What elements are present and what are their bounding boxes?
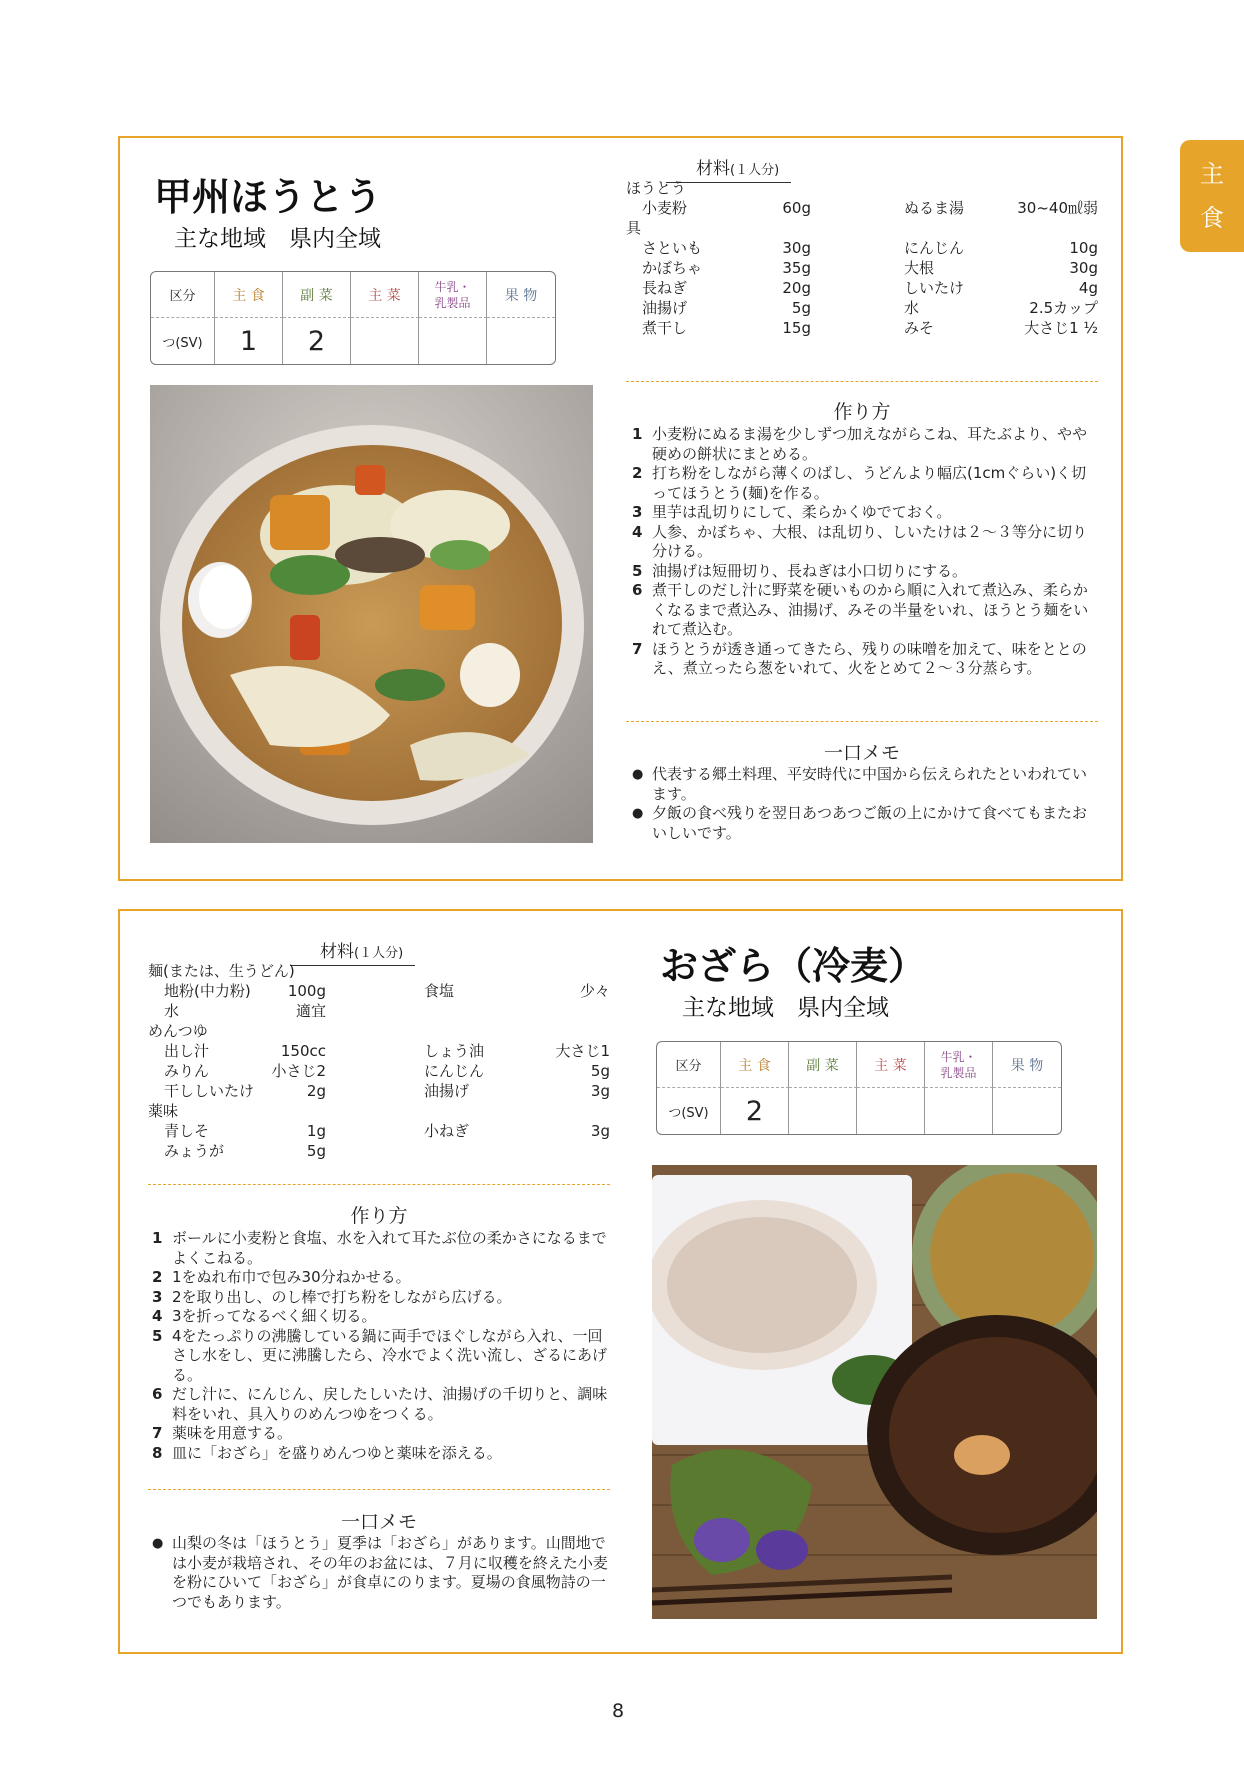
step-number: 3 — [632, 503, 643, 521]
sv-value-main — [351, 318, 419, 364]
ingredient-name: 出し汁 — [164, 1042, 210, 1060]
ingredient-amount: 3g — [590, 1082, 610, 1100]
step-number: 5 — [152, 1326, 163, 1345]
step-number: 1 — [632, 425, 643, 443]
ingredient-name: ほうとう — [626, 179, 687, 197]
step-number: 5 — [632, 561, 643, 580]
ingredient-row — [626, 218, 811, 238]
ingredient-amount: 5g — [306, 1142, 326, 1160]
ingredient-amount: 150cc — [280, 1042, 326, 1060]
ingredient-row — [424, 1101, 610, 1121]
ingredient-name: 長ねぎ — [642, 279, 688, 297]
ingredient-row — [148, 1061, 326, 1081]
ingredient-name: にんじん — [904, 239, 965, 257]
ingredient-name: みそ — [904, 319, 935, 337]
ingredient-name: 地粉(中力粉) — [164, 982, 251, 1000]
ingredient-amount: 5g — [590, 1062, 610, 1080]
step-text: 煮干しのだし汁に野菜を硬いものから順に入れて煮込み、柔らかくなるまで煮込み、油揚げ、みその半量をいれ、ほうとう麺をいれて煮込む。 — [652, 581, 1089, 638]
method-heading: 作り方 — [833, 401, 891, 423]
memo-item: ● 代表する郷土料理、平安時代に中国から伝えられたといわれています。 — [632, 765, 1094, 804]
method-step — [152, 1327, 612, 1386]
step-text: だし汁に、にんじん、戻したしいたけ、油揚げの千切りと、調味料をいれ、具入りのめんつゆをつくる。 — [172, 1385, 608, 1423]
ingredient-row — [626, 198, 811, 218]
step-text: 3を折ってなるべく細く切る。 — [172, 1307, 377, 1325]
category-tab-char-1: 主 — [1200, 160, 1224, 188]
ingredient-amount: 2.5カップ — [1029, 299, 1098, 317]
ingredient-name: しいたけ — [904, 279, 965, 297]
recipe-region: 主な地域 県内全域 — [682, 995, 889, 1021]
ingredient-row — [148, 1001, 326, 1021]
method-steps — [152, 1229, 612, 1463]
method-step — [632, 640, 1094, 679]
step-text: 1をぬれ布巾で包み30分ねかせる。 — [172, 1268, 411, 1286]
ingredient-row — [148, 981, 326, 1001]
ingredient-row — [148, 961, 326, 981]
ingredient-name: しょう油 — [424, 1042, 485, 1060]
method-step — [632, 503, 1094, 523]
ingredient-row — [148, 1141, 326, 1161]
step-text: 油揚げは短冊切り、長ねぎは小口切りにする。 — [652, 561, 968, 580]
sv-value-staple: 2 — [721, 1088, 789, 1134]
ingredient-row — [424, 1121, 610, 1141]
ingredient-name: 小麦粉 — [642, 199, 688, 217]
ingredients-left-column — [626, 178, 811, 338]
recipe-title: おざら（冷麦） — [660, 944, 927, 988]
ingredient-row — [424, 1061, 610, 1081]
step-number: 3 — [152, 1287, 163, 1306]
ingredient-name: 干ししいたけ — [164, 1082, 255, 1100]
recipe-region: 主な地域 県内全域 — [174, 226, 381, 252]
ingredient-name: 食塩 — [424, 982, 455, 1000]
step-text: ほうとうが透き通ってきたら、残りの味噌を加えて、味をととのえ、煮立ったら葱をいれて、火をとめて２～３分蒸らす。 — [652, 639, 1087, 677]
sv-value-fruit — [993, 1088, 1061, 1134]
step-number: 4 — [152, 1307, 163, 1325]
sv-value-milk — [419, 318, 487, 364]
ingredient-amount: 60g — [782, 199, 811, 217]
method-step — [152, 1385, 612, 1424]
divider — [148, 1184, 610, 1185]
category-tab-staple[interactable] — [1180, 140, 1244, 252]
method-step — [632, 523, 1094, 562]
recipe-title: 甲州ほうとう — [154, 175, 383, 219]
ingredient-amount: 3g — [590, 1122, 610, 1140]
ingredient-name: 煮干し — [642, 319, 688, 337]
ingredient-row — [904, 198, 1098, 218]
ingredient-row — [904, 178, 1098, 198]
ingredient-amount: 30g — [782, 239, 811, 257]
recipe-card-houtou — [118, 136, 1123, 881]
sv-value-staple: 1 — [215, 318, 283, 364]
method-step — [632, 464, 1094, 503]
ingredient-row — [148, 1021, 326, 1041]
ingredient-row — [904, 218, 1098, 238]
step-text: 里芋は乱切りにして、柔らかくゆでておく。 — [652, 503, 952, 521]
ingredient-row — [424, 1021, 610, 1041]
ingredients-right-column — [904, 178, 1098, 338]
sv-header-side: 副 菜 — [789, 1042, 857, 1088]
method-step — [152, 1444, 612, 1464]
step-number: 6 — [152, 1385, 163, 1403]
ingredient-row — [904, 238, 1098, 258]
method-step — [152, 1268, 612, 1288]
divider — [626, 721, 1098, 722]
ingredient-row — [626, 318, 811, 338]
memo-item: ● 山梨の冬は「ほうとう」夏季は「おざら」があります。山間地では小麦が栽培され、その年のお盆には、７月に収穫を終えた小麦を粉にひいて「おざら」が食卓にのります。夏場の食風物詩の一つでもあります。 — [152, 1534, 612, 1612]
ingredient-name: みょうが — [164, 1142, 225, 1160]
ingredient-row — [148, 1041, 326, 1061]
sv-category-label: 区分 — [151, 272, 215, 318]
ingredient-amount: 10g — [1069, 239, 1098, 257]
ingredient-name: 青しそ — [164, 1122, 210, 1140]
sv-value-side — [789, 1088, 857, 1134]
ingredient-amount: 15g — [782, 319, 811, 337]
ingredient-amount: 少々 — [579, 982, 610, 1000]
step-number: 4 — [632, 522, 643, 541]
ingredient-name: 大根 — [904, 259, 935, 277]
step-number: 2 — [632, 464, 643, 482]
method-step — [152, 1424, 612, 1444]
ingredient-amount: 小さじ2 — [271, 1062, 326, 1080]
sv-header-main: 主 菜 — [351, 272, 419, 318]
method-step — [152, 1288, 612, 1308]
sv-header-milk: 牛乳・ 乳製品 — [419, 272, 487, 318]
ozara-photo — [652, 1165, 1097, 1619]
ingredient-row — [424, 1001, 610, 1021]
step-number: 7 — [632, 639, 643, 658]
step-number: 6 — [632, 581, 643, 599]
method-step — [632, 425, 1094, 464]
method-steps — [632, 425, 1094, 679]
step-text: 皿に「おざら」を盛りめんつゆと薬味を添える。 — [172, 1443, 502, 1462]
ingredient-amount: 30g — [1069, 259, 1098, 277]
sv-value-milk — [925, 1088, 993, 1134]
sv-header-staple: 主 食 — [215, 272, 283, 318]
ingredient-row — [424, 981, 610, 1001]
ingredient-row — [626, 178, 811, 198]
sv-header-milk: 牛乳・ 乳製品 — [925, 1042, 993, 1088]
step-text: ボールに小麦粉と食塩、水を入れて耳たぶ位の柔かさになるまでよくこねる。 — [172, 1229, 607, 1267]
ingredient-row — [424, 961, 610, 981]
ingredient-amount: 35g — [782, 259, 811, 277]
step-text: 2を取り出し、のし棒で打ち粉をしながら広げる。 — [172, 1287, 512, 1306]
ingredient-row — [904, 318, 1098, 338]
step-text: 小麦粉にぬるま湯を少しずつ加えながらこね、耳たぶより、やや硬めの餅状にまとめる。 — [652, 425, 1088, 463]
memo-list — [632, 765, 1094, 843]
sv-value-fruit — [487, 318, 555, 364]
ingredient-row — [424, 1081, 610, 1101]
ingredient-row — [626, 278, 811, 298]
ingredient-amount: 30~40㎖弱 — [1017, 199, 1098, 217]
sv-row-label: つ(SV) — [151, 318, 215, 364]
ingredient-amount: 適宜 — [295, 1002, 326, 1020]
ingredient-name: 麺(または、生うどん) — [148, 962, 295, 980]
ingredient-row — [626, 258, 811, 278]
ingredient-name: ぬるま湯 — [904, 199, 965, 217]
ingredient-row — [148, 1101, 326, 1121]
ingredient-name: 油揚げ — [642, 299, 688, 317]
sv-value-side: 2 — [283, 318, 351, 364]
memo-heading: 一口メモ — [340, 1511, 417, 1533]
method-step — [152, 1229, 612, 1268]
sv-header-main: 主 菜 — [857, 1042, 925, 1088]
ingredient-row — [904, 298, 1098, 318]
page-number: 8 — [612, 1700, 625, 1722]
ingredient-name: 小ねぎ — [424, 1122, 470, 1140]
ingredient-name: かぼちゃ — [642, 259, 703, 277]
ingredient-row — [904, 258, 1098, 278]
ingredient-name: みりん — [164, 1062, 210, 1080]
ingredient-row — [424, 1141, 610, 1161]
step-text: 人参、かぼちゃ、大根、は乱切り、しいたけは２～３等分に切り分ける。 — [652, 522, 1088, 560]
method-step — [632, 581, 1094, 640]
sv-row-label: つ(SV) — [657, 1088, 721, 1134]
ingredient-amount: 5g — [791, 299, 811, 317]
method-heading: 作り方 — [350, 1205, 408, 1227]
ingredient-row — [424, 1041, 610, 1061]
ingredient-name: めんつゆ — [148, 1022, 208, 1040]
ingredient-row — [148, 1081, 326, 1101]
ingredient-name: 水 — [164, 1002, 180, 1020]
sv-header-side: 副 菜 — [283, 272, 351, 318]
divider — [626, 381, 1098, 382]
sv-header-staple: 主 食 — [721, 1042, 789, 1088]
step-number: 2 — [152, 1268, 163, 1286]
ingredient-row — [626, 238, 811, 258]
ingredient-name: 水 — [904, 299, 920, 317]
step-text: 打ち粉をしながら薄くのばし、うどんより幅広(1cmぐらい)く切ってほうとう(麺)を作る。 — [652, 464, 1087, 502]
ingredient-amount: 2g — [306, 1082, 326, 1100]
ingredient-amount: 大さじ1 — [555, 1042, 610, 1060]
step-number: 1 — [152, 1229, 163, 1247]
sv-header-fruit: 果 物 — [487, 272, 555, 318]
recipe-card-ozara — [118, 909, 1123, 1654]
ingredients-right-column — [424, 961, 610, 1161]
ingredient-amount: 1g — [306, 1122, 326, 1140]
ingredient-amount: 大さじ1 ½ — [1024, 319, 1098, 337]
memo-list — [152, 1534, 612, 1612]
step-number: 8 — [152, 1443, 163, 1462]
step-number: 7 — [152, 1424, 163, 1442]
materials-heading: 材料(１人分) — [290, 937, 415, 966]
ingredient-name: にんじん — [424, 1062, 485, 1080]
memo-item: ● 夕飯の食べ残りを翌日あつあつご飯の上にかけて食べてもまたおいしいです。 — [632, 804, 1094, 843]
ingredient-amount: 20g — [782, 279, 811, 297]
ingredient-row — [626, 298, 811, 318]
memo-heading: 一口メモ — [823, 742, 900, 764]
ingredient-amount: 100g — [287, 982, 326, 1000]
ingredient-row — [148, 1121, 326, 1141]
divider — [148, 1489, 610, 1490]
ingredient-name: 薬味 — [148, 1102, 179, 1120]
ingredient-row — [904, 278, 1098, 298]
ingredient-amount: 4g — [1078, 279, 1098, 297]
method-step — [152, 1307, 612, 1327]
step-text: 薬味を用意する。 — [172, 1424, 293, 1442]
ingredient-name: 油揚げ — [424, 1082, 470, 1100]
materials-heading: 材料(１人分) — [666, 154, 791, 183]
houtou-photo — [150, 385, 593, 843]
sv-header-fruit: 果 物 — [993, 1042, 1061, 1088]
method-step — [632, 562, 1094, 582]
serving-table — [150, 271, 556, 365]
ingredient-name: さといも — [642, 239, 703, 257]
ingredient-name: 具 — [626, 219, 642, 237]
step-text: 4をたっぷりの沸騰している鍋に両手でほぐしながら入れ、一回さし水をし、更に沸騰したら、冷水でよく洗い流し、ざるにあげる。 — [172, 1326, 608, 1384]
sv-value-main — [857, 1088, 925, 1134]
sv-category-label: 区分 — [657, 1042, 721, 1088]
ingredients-left-column — [148, 961, 326, 1161]
serving-table — [656, 1041, 1062, 1135]
category-tab-char-2: 食 — [1200, 204, 1224, 232]
